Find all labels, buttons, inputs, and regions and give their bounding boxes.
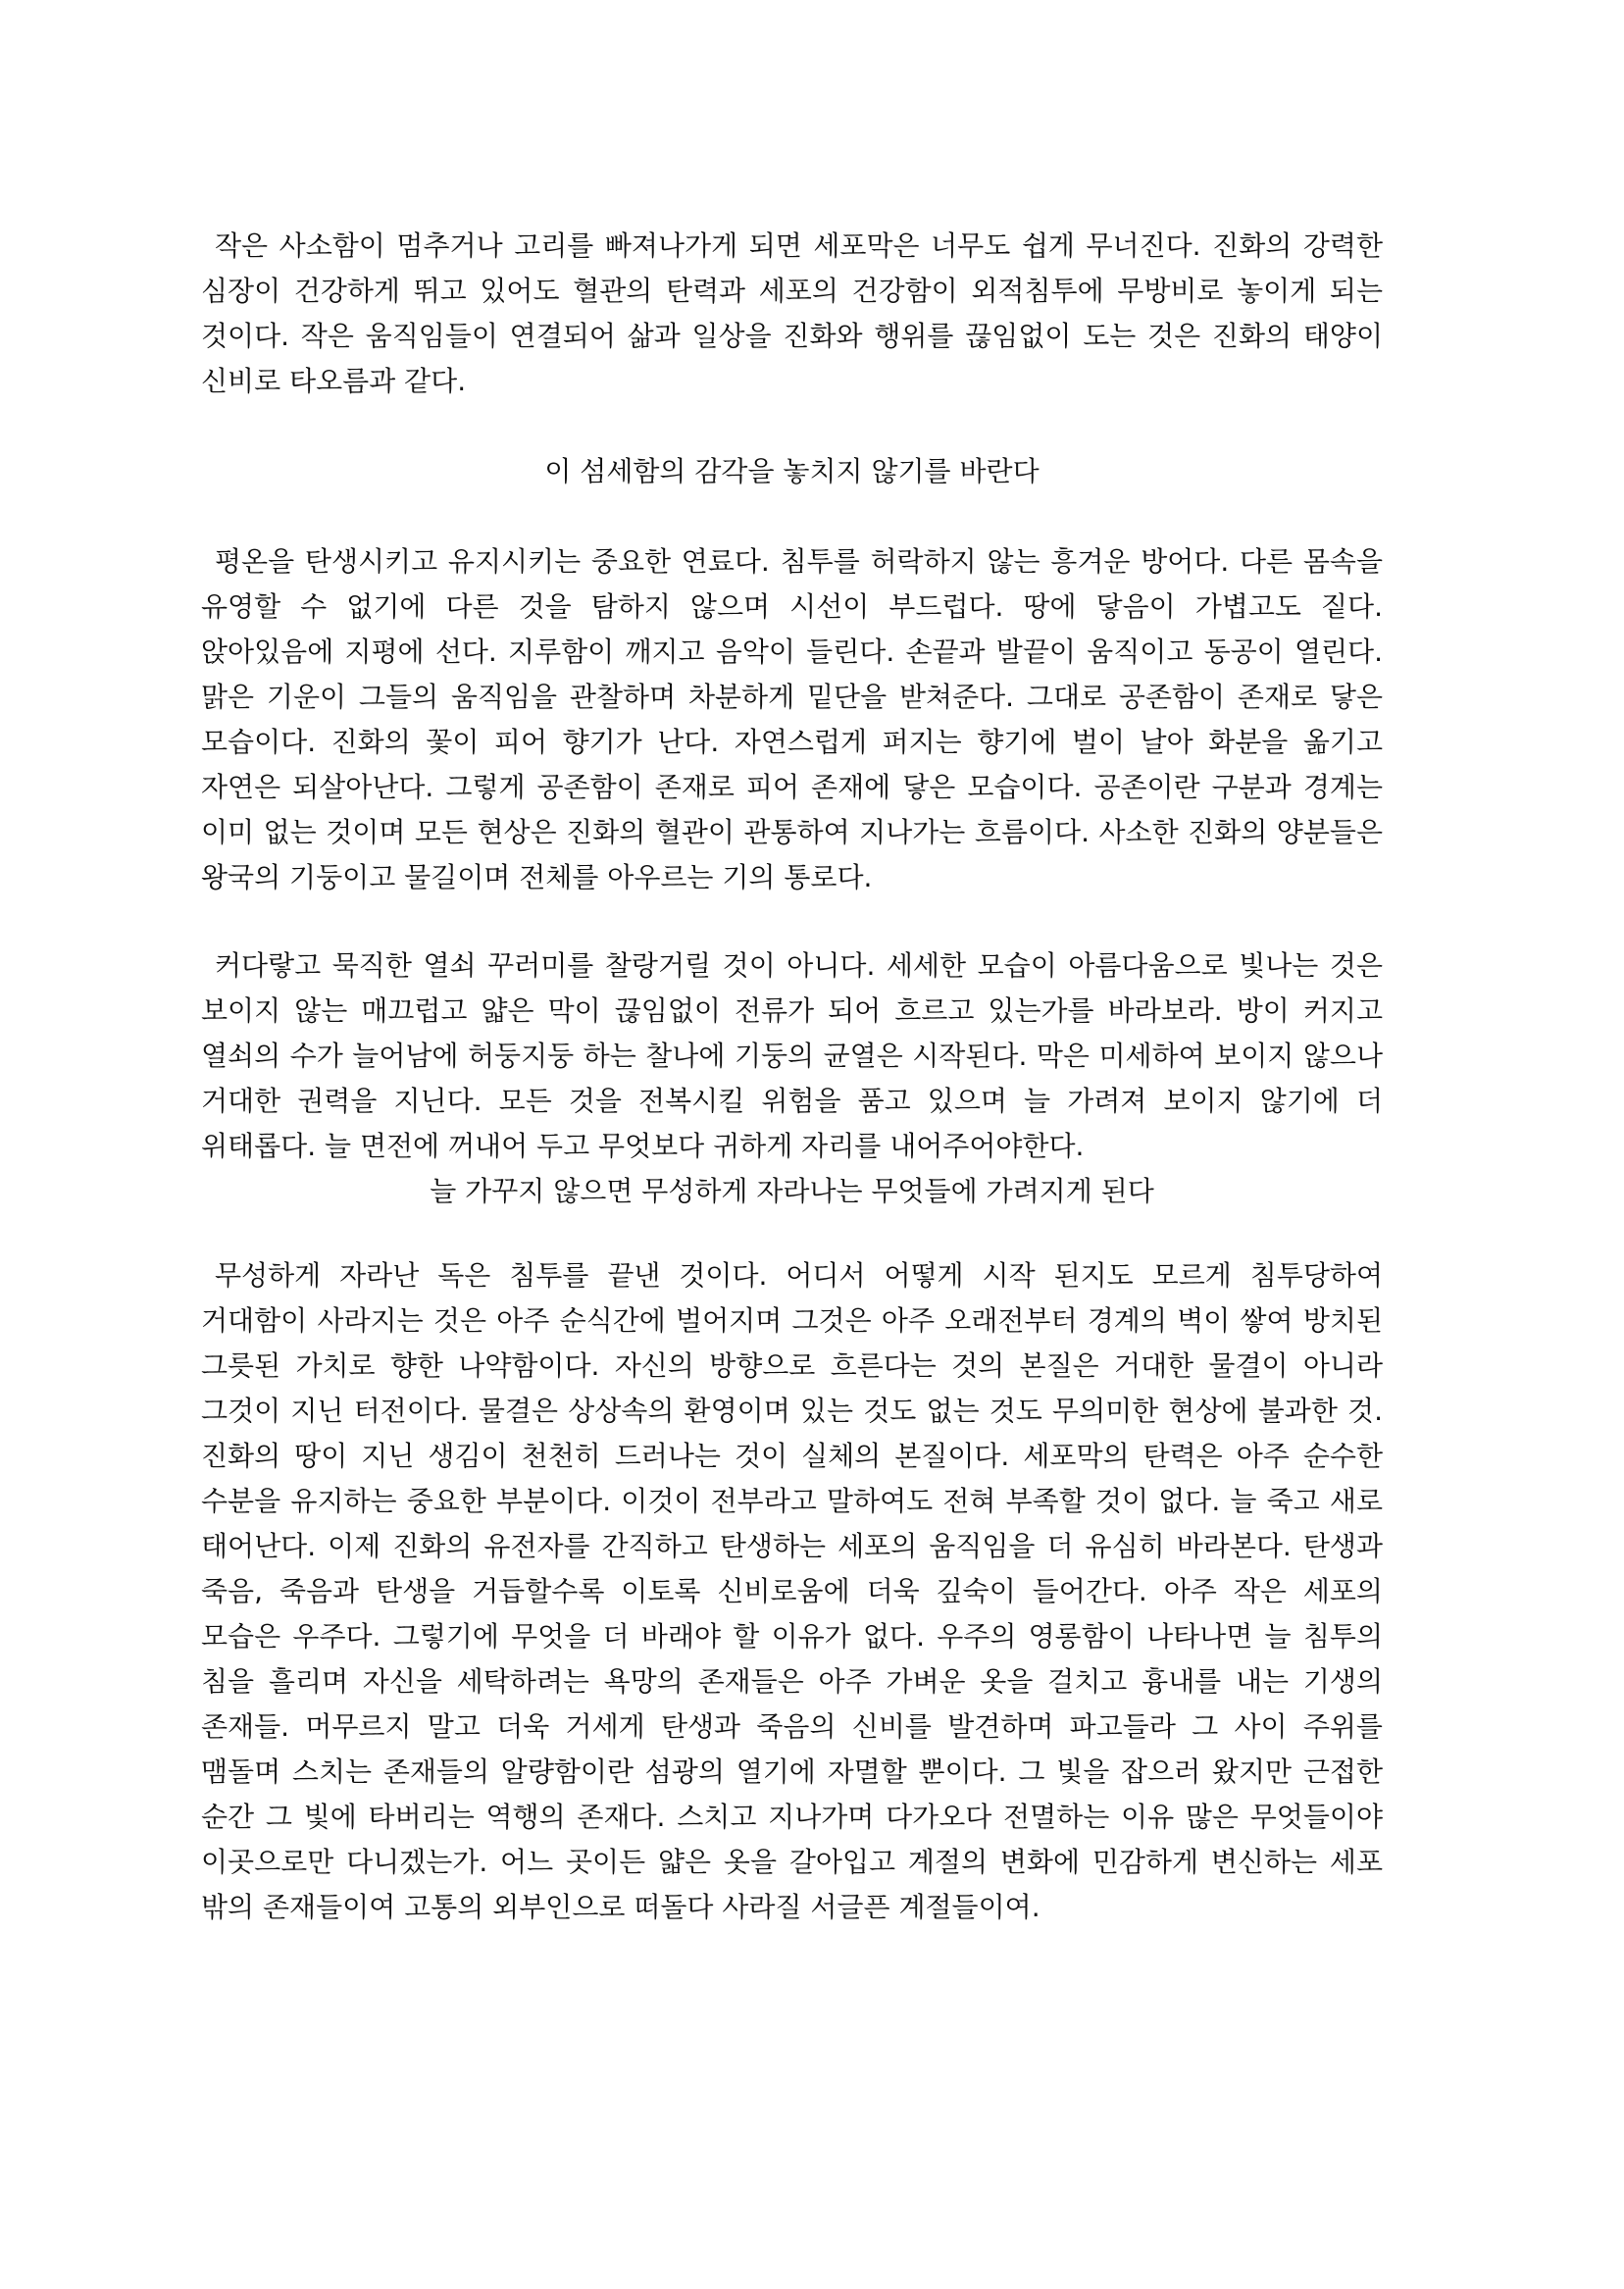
spacer <box>201 1214 1383 1253</box>
spacer <box>201 900 1383 943</box>
centered-line-1: 이 섬세함의 감각을 놓치지 않기를 바란다 <box>544 455 1040 487</box>
paragraph-1: 작은 사소함이 멈추거나 고리를 빠져나가게 되면 세포막은 너무도 쉽게 무너진다. 진화의 강력한 심장이 건강하게 뛰고 있어도 혈관의 탄력과 세포의 건강함이 외적침투에 무방비로 놓이게 되는 것이다. 작은 움직임들이 연결되어 삶과 일상을 진화와 행위를 끊임없이 도는 것은 진화의 태양이 신비로 타오름과 같다. <box>201 229 1383 397</box>
paragraph-2: 평온을 탄생시키고 유지시키는 중요한 연료다. 침투를 허락하지 않는 흥겨운 방어다. 다른 몸속을 유영할 수 없기에 다른 것을 탐하지 않으며 시선이 부드럽다. 땅에 닿음이 가볍고도 짙다. 앉아있음에 지평에 선다. 지루함이 깨지고 음악이 들린다. 손끝과 발끝이 움직이고 동공이 열린다. 맑은 기운이 그들의 움직임을 관찰하며 차분하게 밑단을 받쳐준다. 그대로 공존함이 존재로 닿은 모습이다. 진화의 꽃이 피어 향기가 난다. 자연스럽게 퍼지는 향기에 벌이 날아 화분을 옮기고 자연은 되살아난다. 그렇게 공존함이 존재로 피어 존재에 닿은 모습이다. 공존이란 구분과 경계는 이미 없는 것이며 모든 현상은 진화의 혈관이 관통하여 지나가는 흐름이다. 사소한 진화의 양분들은 왕국의 기둥이고 물길이며 전체를 아우르는 기의 통로다. <box>201 545 1383 893</box>
centered-line-2: 늘 가꾸지 않으면 무성하게 자라나는 무엇들에 가려지게 된다 <box>430 1175 1154 1207</box>
paragraph-3: 커다랗고 묵직한 열쇠 꾸러미를 찰랑거릴 것이 아니다. 세세한 모습이 아름다움으로 빛나는 것은 보이지 않는 매끄럽고 얇은 막이 끊임없이 전류가 되어 흐르고 있는가를 바라보라. 방이 커지고 열쇠의 수가 늘어남에 허둥지둥 하는 찰나에 기둥의 균열은 시작된다. 막은 미세하여 보이지 않으나 거대한 권력을 지닌다. 모든 것을 전복시킬 위험을 품고 있으며 늘 가려져 보이지 않기에 더 위태롭다. 늘 면전에 꺼내어 두고 무엇보다 귀하게 자리를 내어주어야한다. <box>201 949 1383 1162</box>
paragraph-4: 무성하게 자라난 독은 침투를 끝낸 것이다. 어디서 어떻게 시작 된지도 모르게 침투당하여 거대함이 사라지는 것은 아주 순식간에 벌어지며 그것은 아주 오래전부터 경계의 벽이 쌓여 방치된 그릇된 가치로 향한 나약함이다. 자신의 방향으로 흐른다는 것의 본질은 거대한 물결이 아니라 그것이 지닌 터전이다. 물결은 상상속의 환영이며 있는 것도 없는 것도 무의미한 현상에 불과한 것. 진화의 땅이 지닌 생김이 천천히 드러나는 것이 실체의 본질이다. 세포막의 탄력은 아주 순수한 수분을 유지하는 중요한 부분이다. 이것이 전부라고 말하여도 전혀 부족할 것이 없다. 늘 죽고 새로 태어난다. 이제 진화의 유전자를 간직하고 탄생하는 세포의 움직임을 더 유심히 바라본다. 탄생과 죽음, 죽음과 탄생을 거듭할수록 이토록 신비로움에 더욱 깊숙이 들어간다. 아주 작은 세포의 모습은 우주다. 그렇기에 무엇을 더 바래야 할 이유가 없다. 우주의 영롱함이 나타나면 늘 침투의 침을 흘리며 자신을 세탁하려는 욕망의 존재들은 아주 가벼운 옷을 걸치고 흉내를 내는 기생의 존재들. 머무르지 말고 더욱 거세게 탄생과 죽음의 신비를 발견하며 파고들라 그 사이 주위를 맴돌며 스치는 존재들의 알량함이란 섬광의 열기에 자멸할 뿐이다. 그 빛을 잡으러 왔지만 근접한 순간 그 빛에 타버리는 역행의 존재다. 스치고 지나가며 다가오다 전멸하는 이유 많은 무엇들이야 이곳으로만 다니겠는가. 어느 곳이든 얇은 옷을 갈아입고 계절의 변화에 민감하게 변신하는 세포 밖의 존재들이여 고통의 외부인으로 떠돌다 사라질 서글픈 계절들이여. <box>201 1259 1383 1923</box>
spacer <box>201 494 1383 539</box>
document-body <box>201 224 1383 1930</box>
spacer <box>201 404 1383 449</box>
